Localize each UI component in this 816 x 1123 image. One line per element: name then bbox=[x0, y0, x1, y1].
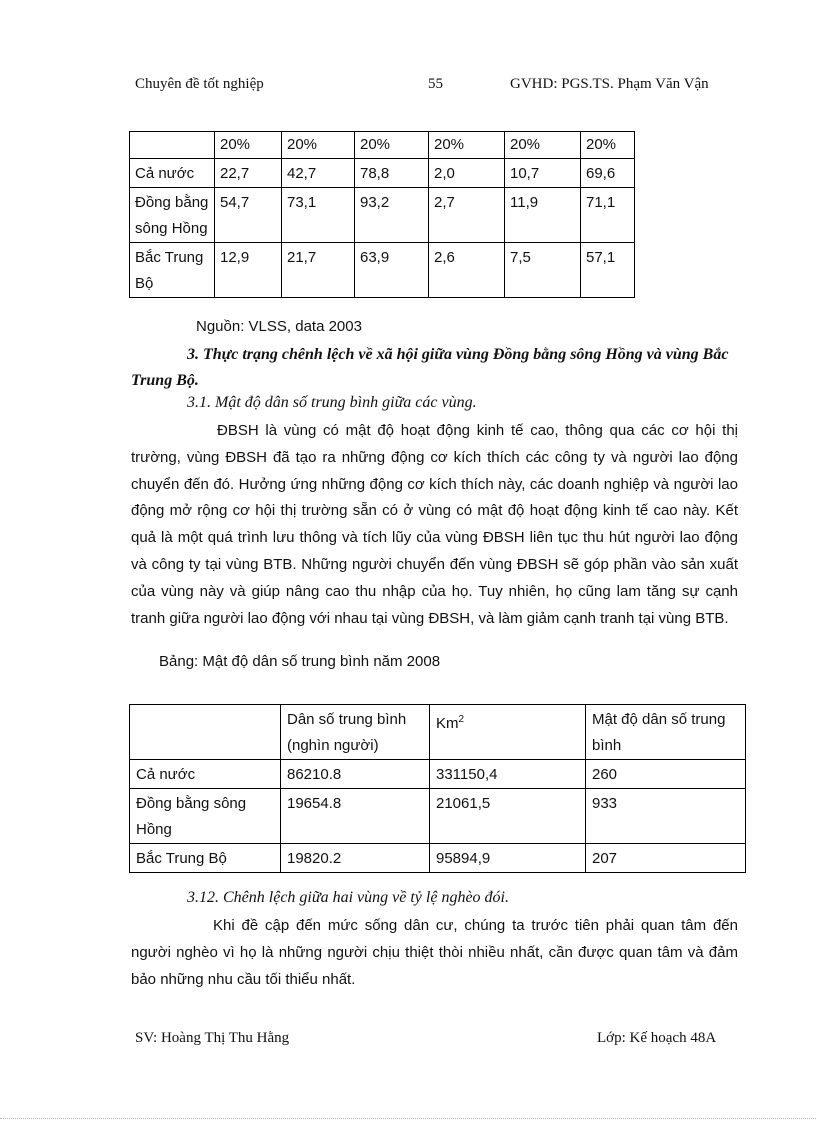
table-cell: 93,2 bbox=[355, 188, 429, 243]
km-label: Km bbox=[436, 715, 459, 732]
table-cell: 78,8 bbox=[355, 159, 429, 188]
table-cell: 42,7 bbox=[282, 159, 355, 188]
table-cell: 10,7 bbox=[505, 159, 581, 188]
subsection-heading: 3.1. Mật độ dân số trung bình giữa các vùng. bbox=[187, 394, 477, 411]
table-header-row bbox=[130, 132, 635, 159]
table-cell: 2,7 bbox=[429, 188, 505, 243]
table-row bbox=[130, 188, 635, 243]
table-cell: Bắc Trung Bộ bbox=[130, 844, 281, 873]
population-density-table bbox=[129, 704, 746, 873]
table-cell: 57,1 bbox=[581, 243, 635, 298]
table-cell bbox=[130, 705, 281, 760]
table-cell: 20% bbox=[215, 132, 282, 159]
table-cell: 2,6 bbox=[429, 243, 505, 298]
table-cell: 86210.8 bbox=[281, 760, 430, 789]
table-header-row bbox=[130, 705, 746, 760]
table-cell: 20% bbox=[282, 132, 355, 159]
table-source: Nguồn: VLSS, data 2003 bbox=[196, 318, 362, 335]
table-cell: 19654.8 bbox=[281, 789, 430, 844]
paragraph-text: ĐBSH là vùng có mật độ hoạt động kinh tế cao, thông qua các cơ hội thị trường, vùng ĐBSH đã tạo ra những động cơ kích thích các công ty và người lao động chuyển đến đó. Hưởng ứng những động cơ kích thích này, các doanh nghiệp và người lao động mở rộng cơ hội thị trường sẵn có ở vùng có mật độ hoạt động kinh tế cao này. Kết quả là một quá trình lưu thông và tích lũy của vùng ĐBSH liên tục thu hút người lao động và công ty tại vùng BTB. Những người chuyển đến vùng ĐBSH sẽ góp phần vào sản xuất của vùng này và giúp nâng cao thu nhập của họ. Tuy nhiên, họ cũng lam tăng sự cạnh tranh giữa người lao động với nhau tại vùng ĐBSH, và làm giảm cạnh tranh tại vùng BTB. bbox=[131, 422, 738, 627]
table-cell: 20% bbox=[505, 132, 581, 159]
section-heading-text: 3. Thực trạng chênh lệch về xã hội giữa vùng Đồng bằng sông Hồng và vùng Bắc Trung Bộ. bbox=[131, 346, 729, 389]
table-cell: 331150,4 bbox=[430, 760, 586, 789]
table-cell: 69,6 bbox=[581, 159, 635, 188]
table-cell: 63,9 bbox=[355, 243, 429, 298]
table-cell: Dân số trung bình (nghìn người) bbox=[281, 705, 430, 760]
table-row bbox=[130, 760, 746, 789]
body-paragraph bbox=[131, 418, 738, 632]
table-cell: Đồng bằng sông Hồng bbox=[130, 789, 281, 844]
table-cell: Đồng bằng sông Hồng bbox=[130, 188, 215, 243]
footer-right: Lớp: Kế hoạch 48A bbox=[597, 1030, 717, 1046]
page-number: 55 bbox=[428, 76, 443, 92]
table-cell bbox=[130, 132, 215, 159]
table-cell: 54,7 bbox=[215, 188, 282, 243]
table-cell: Cả nước bbox=[130, 159, 215, 188]
table-cell: 2,0 bbox=[429, 159, 505, 188]
subsection-heading: 3.12. Chênh lệch giữa hai vùng về tỷ lệ nghèo đói. bbox=[187, 889, 509, 906]
table-cell: Mật độ dân số trung bình bbox=[586, 705, 746, 760]
page-bottom-divider bbox=[0, 1118, 816, 1119]
table-cell: 12,9 bbox=[215, 243, 282, 298]
table-row bbox=[130, 243, 635, 298]
table-cell: 20% bbox=[581, 132, 635, 159]
table-cell: 71,1 bbox=[581, 188, 635, 243]
header-left: Chuyên đề tốt nghiệp bbox=[135, 76, 264, 92]
table-cell bbox=[430, 705, 586, 760]
table-row bbox=[130, 159, 635, 188]
table-cell: Cả nước bbox=[130, 760, 281, 789]
body-paragraph bbox=[131, 913, 738, 993]
paragraph-text: Khi đề cập đến mức sống dân cư, chúng ta trước tiên phải quan tâm đến người nghèo vì họ là những người chịu thiệt thòi nhiều nhất, cần được quan tâm và đảm bảo những nhu cầu tối thiểu nhất. bbox=[131, 917, 738, 988]
table-cell: 20% bbox=[429, 132, 505, 159]
table-cell: 19820.2 bbox=[281, 844, 430, 873]
table-row bbox=[130, 789, 746, 844]
table-cell: 7,5 bbox=[505, 243, 581, 298]
table-cell: 95894,9 bbox=[430, 844, 586, 873]
table-cell: 20% bbox=[355, 132, 429, 159]
table-cell: 260 bbox=[586, 760, 746, 789]
table-cell: 11,9 bbox=[505, 188, 581, 243]
km-superscript: 2 bbox=[458, 714, 465, 725]
table-cell: 21,7 bbox=[282, 243, 355, 298]
table-cell: 22,7 bbox=[215, 159, 282, 188]
table-cell: 933 bbox=[586, 789, 746, 844]
table-cell: 73,1 bbox=[282, 188, 355, 243]
table-cell: 21061,5 bbox=[430, 789, 586, 844]
table-row bbox=[130, 844, 746, 873]
poverty-table bbox=[129, 131, 635, 298]
table-caption: Bảng: Mật độ dân số trung bình năm 2008 bbox=[159, 653, 441, 670]
header-right: GVHD: PGS.TS. Phạm Văn Vận bbox=[510, 76, 709, 92]
section-heading bbox=[131, 342, 737, 394]
footer-left: SV: Hoàng Thị Thu Hằng bbox=[135, 1030, 290, 1046]
table-cell: 207 bbox=[586, 844, 746, 873]
table-cell: Bắc Trung Bộ bbox=[130, 243, 215, 298]
